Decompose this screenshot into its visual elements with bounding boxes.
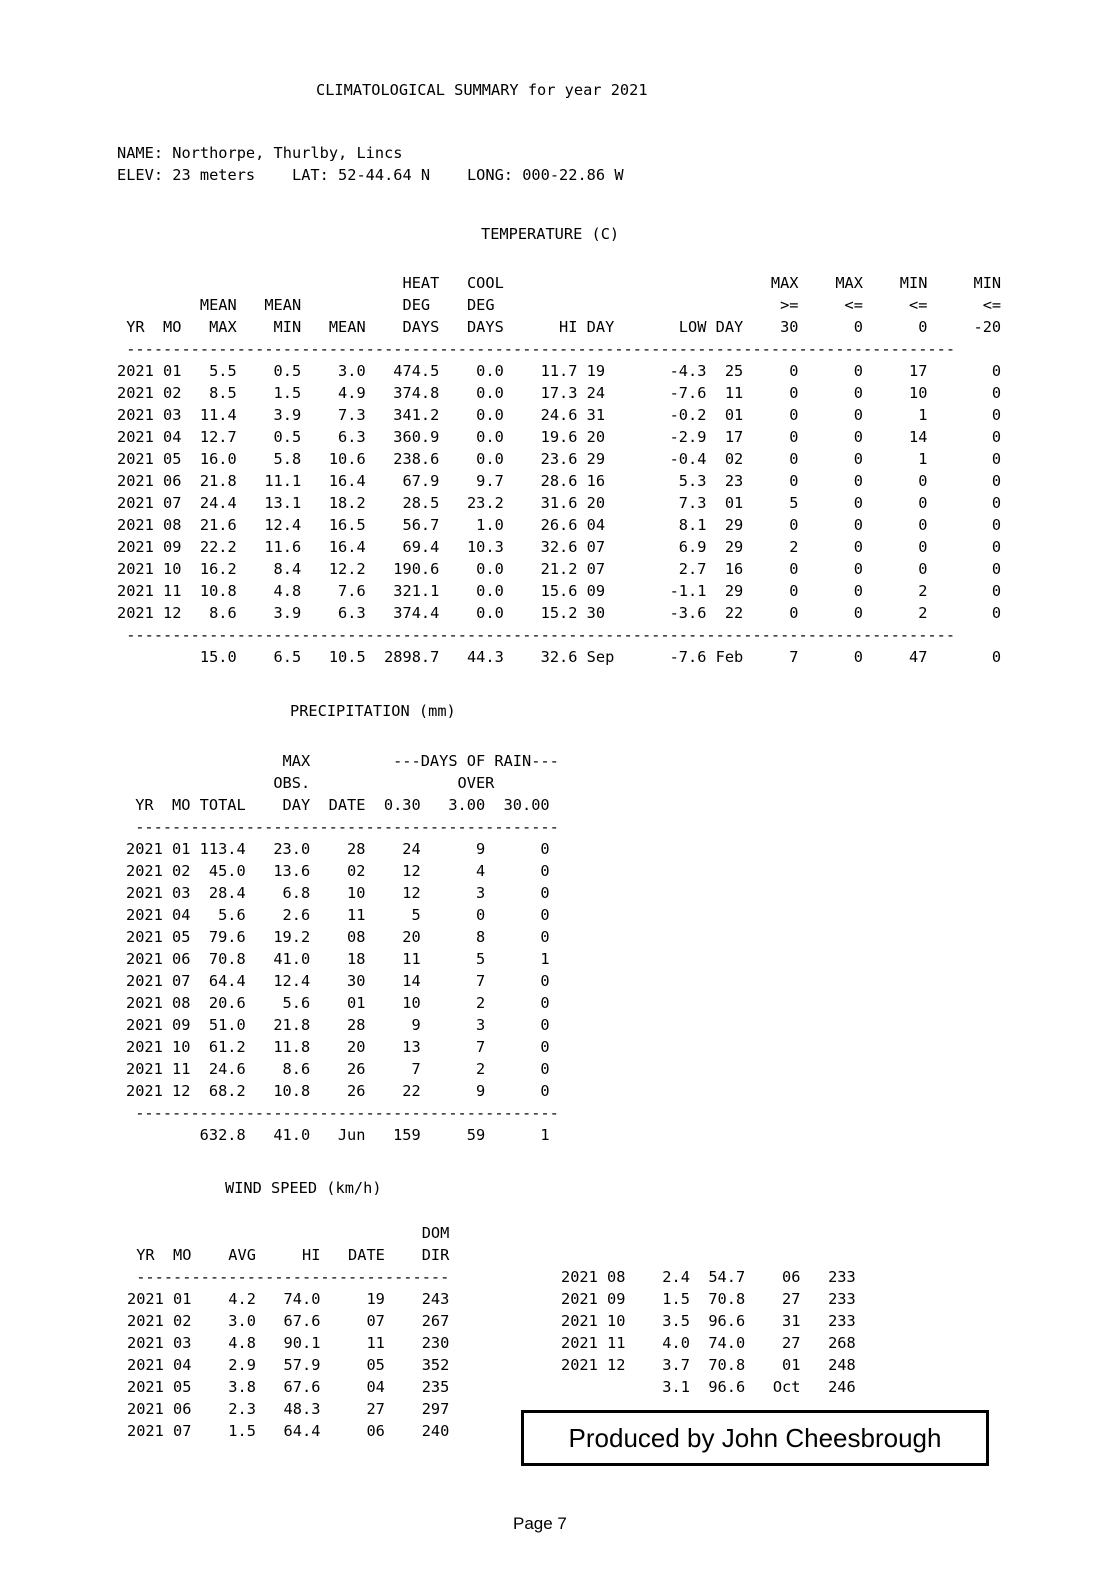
- table-separator: ------------------------------------------------------------------------------------------: [117, 626, 956, 644]
- precipitation-row: 2021 12 68.2 10.8 26 22 9 0: [126, 1082, 550, 1100]
- precipitation-row: 2021 11 24.6 8.6 26 7 2 0: [126, 1060, 550, 1078]
- precipitation-row: 2021 05 79.6 19.2 08 20 8 0: [126, 928, 550, 946]
- wind-row: 2021 05 3.8 67.6 04 235: [127, 1378, 450, 1396]
- station-name-line: NAME: Northorpe, Thurlby, Lincs: [117, 144, 403, 162]
- precipitation-row: 2021 10 61.2 11.8 20 13 7 0: [126, 1038, 550, 1056]
- temperature-row: 2021 02 8.5 1.5 4.9 374.8 0.0 17.3 24 -7.6 11 0 0 10 0: [117, 384, 1002, 402]
- temperature-section-title: TEMPERATURE (C): [481, 225, 620, 243]
- temperature-row: 2021 12 8.6 3.9 6.3 374.4 0.0 15.2 30 -3.6 22 0 0 2 0: [117, 604, 1002, 622]
- temperature-row: 2021 06 21.8 11.1 16.4 67.9 9.7 28.6 16 5.3 23 0 0 0 0: [117, 472, 1002, 490]
- temperature-row: 2021 11 10.8 4.8 7.6 321.1 0.0 15.6 09 -1.1 29 0 0 2 0: [117, 582, 1002, 600]
- wind-header-row: YR MO AVG HI DATE DIR: [127, 1246, 450, 1264]
- precipitation-row: 2021 07 64.4 12.4 30 14 7 0: [126, 972, 550, 990]
- temperature-header-row: MEAN MEAN DEG DEG >= <= <= <=: [117, 296, 1002, 314]
- station-info-line: ELEV: 23 meters LAT: 52-44.64 N LONG: 000-22.86 W: [117, 166, 624, 184]
- wind-row: 2021 02 3.0 67.6 07 267: [127, 1312, 450, 1330]
- table-separator: ----------------------------------------------: [126, 1104, 559, 1122]
- temperature-row: 2021 03 11.4 3.9 7.3 341.2 0.0 24.6 31 -0.2 01 0 0 1 0: [117, 406, 1002, 424]
- page-number: Page 7: [513, 1514, 567, 1533]
- temperature-row: 2021 04 12.7 0.5 6.3 360.9 0.0 19.6 20 -2.9 17 0 0 14 0: [117, 428, 1002, 446]
- wind-row: 2021 06 2.3 48.3 27 297: [127, 1400, 450, 1418]
- temperature-row: 2021 08 21.6 12.4 16.5 56.7 1.0 26.6 04 8.1 29 0 0 0 0: [117, 516, 1002, 534]
- wind-section-title: WIND SPEED (km/h): [225, 1179, 382, 1197]
- temperature-row: 2021 05 16.0 5.8 10.6 238.6 0.0 23.6 29 -0.4 02 0 0 1 0: [117, 450, 1002, 468]
- temperature-row: 2021 09 22.2 11.6 16.4 69.4 10.3 32.6 07 6.9 29 2 0 0 0: [117, 538, 1002, 556]
- temperature-row: 2021 01 5.5 0.5 3.0 474.5 0.0 11.7 19 -4.3 25 0 0 17 0: [117, 362, 1002, 380]
- wind-summary-row: 3.1 96.6 Oct 246: [561, 1378, 856, 1396]
- temperature-row: 2021 10 16.2 8.4 12.2 190.6 0.0 21.2 07 2.7 16 0 0 0 0: [117, 560, 1002, 578]
- wind-row: 2021 08 2.4 54.7 06 233: [561, 1268, 856, 1286]
- precipitation-row: 2021 03 28.4 6.8 10 12 3 0: [126, 884, 550, 902]
- wind-row: 2021 03 4.8 90.1 11 230: [127, 1334, 450, 1352]
- precipitation-header-row: YR MO TOTAL DAY DATE 0.30 3.00 30.00: [126, 796, 550, 814]
- precipitation-row: 2021 06 70.8 41.0 18 11 5 1: [126, 950, 550, 968]
- precipitation-row: 2021 09 51.0 21.8 28 9 3 0: [126, 1016, 550, 1034]
- document-title: CLIMATOLOGICAL SUMMARY for year 2021: [316, 81, 648, 99]
- precipitation-row: 2021 08 20.6 5.6 01 10 2 0: [126, 994, 550, 1012]
- precipitation-row: 2021 01 113.4 23.0 28 24 9 0: [126, 840, 550, 858]
- table-separator: ----------------------------------: [127, 1268, 450, 1286]
- temperature-header-row: HEAT COOL MAX MAX MIN MIN: [117, 274, 1002, 292]
- wind-header-row: DOM: [127, 1224, 450, 1242]
- precipitation-section-title: PRECIPITATION (mm): [290, 702, 456, 720]
- precipitation-header-row: MAX ---DAYS OF RAIN---: [126, 752, 559, 770]
- produced-by-box: [521, 1410, 989, 1466]
- wind-row: 2021 01 4.2 74.0 19 243: [127, 1290, 450, 1308]
- precipitation-header-row: OBS. OVER: [126, 774, 495, 792]
- wind-row: 2021 12 3.7 70.8 01 248: [561, 1356, 856, 1374]
- precipitation-row: 2021 02 45.0 13.6 02 12 4 0: [126, 862, 550, 880]
- table-separator: ------------------------------------------------------------------------------------------: [117, 340, 956, 358]
- wind-row: 2021 10 3.5 96.6 31 233: [561, 1312, 856, 1330]
- temperature-header-row: YR MO MAX MIN MEAN DAYS DAYS HI DAY LOW DAY 30 0 0 -20: [117, 318, 1002, 336]
- wind-row: 2021 09 1.5 70.8 27 233: [561, 1290, 856, 1308]
- wind-row: 2021 04 2.9 57.9 05 352: [127, 1356, 450, 1374]
- produced-by-text: Produced by John Cheesbrough: [568, 1422, 942, 1453]
- precipitation-row: 2021 04 5.6 2.6 11 5 0 0: [126, 906, 550, 924]
- wind-row: 2021 11 4.0 74.0 27 268: [561, 1334, 856, 1352]
- wind-row: 2021 07 1.5 64.4 06 240: [127, 1422, 450, 1440]
- temperature-row: 2021 07 24.4 13.1 18.2 28.5 23.2 31.6 20 7.3 01 5 0 0 0: [117, 494, 1002, 512]
- temperature-summary-row: 15.0 6.5 10.5 2898.7 44.3 32.6 Sep -7.6 Feb 7 0 47 0: [117, 648, 1002, 666]
- precipitation-summary-row: 632.8 41.0 Jun 159 59 1: [126, 1126, 550, 1144]
- table-separator: ----------------------------------------------: [126, 818, 559, 836]
